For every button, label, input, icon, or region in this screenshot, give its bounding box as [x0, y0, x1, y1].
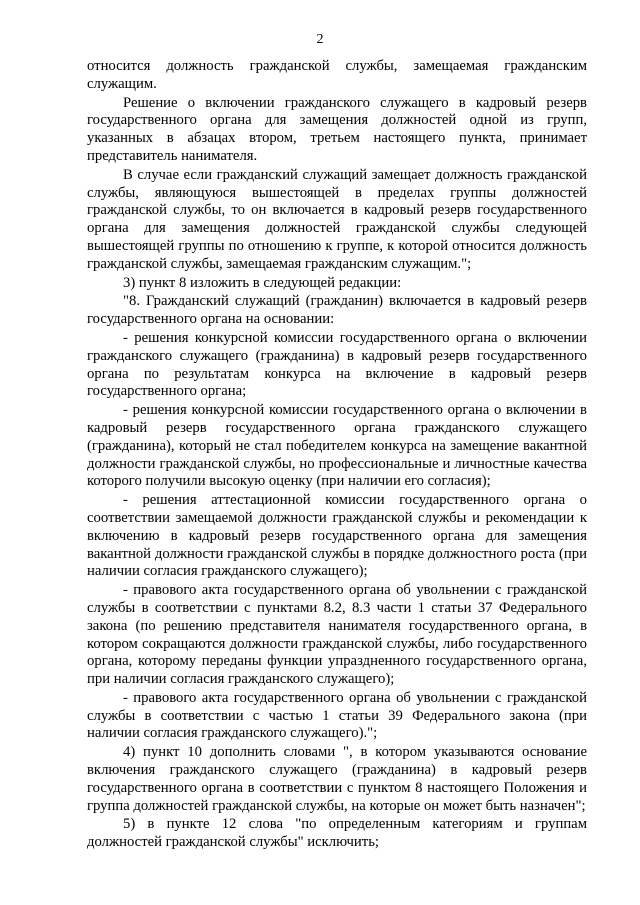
list-item-competition-non-winner: - решения конкурсной комиссии государственного органа о включении в кадровый резерв государственного органа гражданского служащего (гражданина), который не стал победителем конкурса на замещение вакантной должности гражданской службы, но профессиональные и личностные качества которого получили высокую оценку (при наличии его согласия); — [87, 402, 587, 490]
paragraph-decision: Решение о включении гражданского служащего в кадровый резерв государственного органа для замещения должностей одной из групп, указанных в абзацах втором, третьем настоящего пункта, принимает представитель нанимателя. — [87, 94, 587, 164]
paragraph-item-3: 3) пункт 8 изложить в следующей редакции: — [123, 274, 402, 291]
paragraph-continuation: относится должность гражданской службы, замещаемая гражданским служащим. — [87, 58, 587, 92]
list-item-dismissal-reduction: - правового акта государственного органа об увольнении с гражданской службы в соответствии с пунктами 8.2, 8.3 части 1 статьи 37 Федерального закона (по решению представителя нанимателя государственного органа, в котором сокращаются должности гражданской службы, либо государственного органа, которому переданы функции упраздненного государственного органа, при наличии согласия гражданского служащего); — [87, 582, 587, 688]
list-item-attestation-decision: - решения аттестационной комиссии государственного органа о соответствии замещаемой должности гражданской службы и рекомендации к включению в кадровый резерв государственного органа для замещения вакантной должности гражданской службы в порядке должностного роста (при наличии согласия гражданского служащего); — [87, 492, 587, 580]
paragraph-item-4: 4) пункт 10 дополнить словами ", в котором указываются основание включения гражданского служащего (гражданина) в кадровый резерв государственного органа в соответствии с пунктом 8 настоящего Положения и группа должностей гражданской службы, на которые он может быть назначен"; — [87, 744, 587, 814]
document-body — [87, 58, 587, 852]
paragraph-point-8: "8. Гражданский служащий (гражданин) включается в кадровый резерв государственного органа на основании: — [87, 293, 587, 328]
list-item-competition-decision: - решения конкурсной комиссии государственного органа о включении гражданского служащего (гражданина) в кадровый резерв государственного органа по результатам конкурса на включение в кадровый резерв государственного органа; — [87, 329, 587, 400]
paragraph-item-5: 5) в пункте 12 слова "по определенным категориям и группам должностей гражданской службы" исключить; — [87, 816, 587, 851]
page-number: 2 — [316, 32, 324, 47]
paragraph-higher-position: В случае если гражданский служащий замещает должность гражданской службы, являющуюся вышестоящей в пределах группы должностей гражданской службы, то он включается в кадровый резерв государственного органа для замещения должностей гражданской службы следующей вышестоящей группы по отношению к группе, к которой относится должность гражданской службы, замещаемая гражданским служащим."; — [87, 166, 587, 272]
list-item-dismissal-article-39: - правового акта государственного органа об увольнении с гражданской службы в соответствии с частью 1 статьи 39 Федерального закона (при наличии согласия гражданского служащего)."; — [87, 689, 587, 742]
